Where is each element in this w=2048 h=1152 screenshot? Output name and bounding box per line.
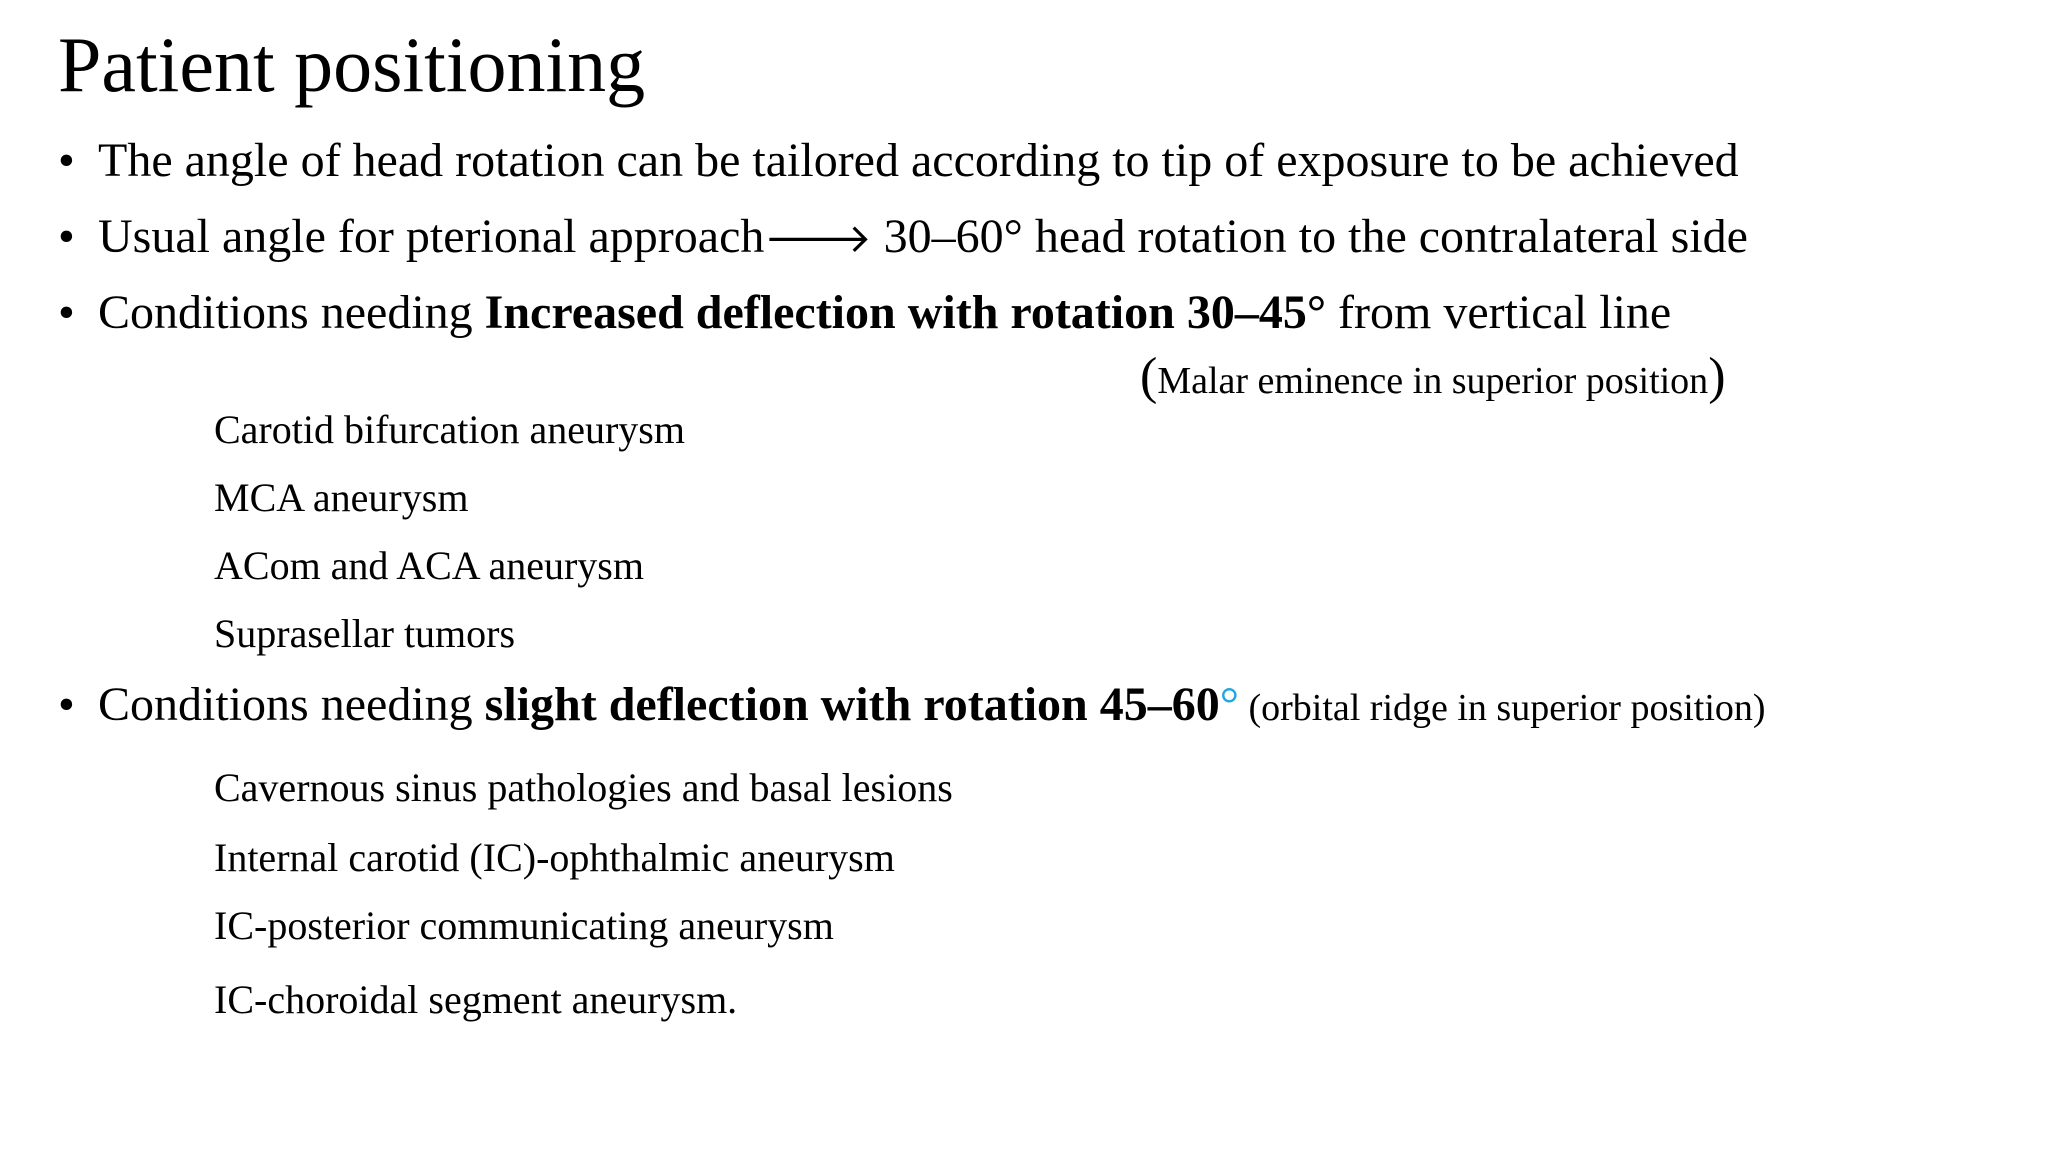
slide-title: Patient positioning [58,21,646,108]
bullet-note: (orbital ridge in superior position) [1238,687,1766,729]
bullet-prefix: Conditions needing [98,286,485,339]
bullet-marker: • [58,678,75,731]
list-item: IC-posterior communicating aneurysm [214,903,834,948]
list-item: IC-choroidal segment aneurysm. [214,977,738,1022]
bullet-text: Usual angle for pterional approach [98,210,765,263]
arrow-right-icon: 🡒 [764,216,872,262]
bullet-prefix: Conditions needing [98,678,485,731]
bullet-marker: • [58,286,75,339]
bullet-head-rotation-angle [58,132,1739,190]
list-item: MCA aneurysm [214,475,469,520]
bullet-increased-deflection [58,284,1671,342]
bullet-bold-text: Increased deflection with rotation 30–45° [484,286,1327,339]
note-open-paren: ( [1140,348,1158,405]
degree-symbol: ° [1219,678,1239,731]
bullet-text: The angle of head rotation can be tailored according to tip of exposure to be achieved [98,134,1739,187]
bullet-slight-deflection [58,676,1766,734]
note-text: Malar eminence in superior position [1157,360,1709,402]
bullet-pterional-angle [58,208,1748,266]
list-item: Cavernous sinus pathologies and basal lesions [214,765,953,810]
bullet-text-continued: 30–60° head rotation to the contralateral side [871,210,1748,263]
list-item: Carotid bifurcation aneurysm [214,407,685,452]
list-item: ACom and ACA aneurysm [214,543,644,588]
list-item: Suprasellar tumors [214,611,516,656]
bullet-bold-text: slight deflection with rotation 45–60 [484,678,1220,731]
list-item: Internal carotid (IC)-ophthalmic aneurysm [214,835,895,880]
bullet-suffix: from vertical line [1326,286,1672,339]
bullet-marker: • [58,134,75,187]
note-close-paren: ) [1708,348,1726,405]
bullet-marker: • [58,210,75,263]
note-malar-eminence [1140,346,1726,408]
